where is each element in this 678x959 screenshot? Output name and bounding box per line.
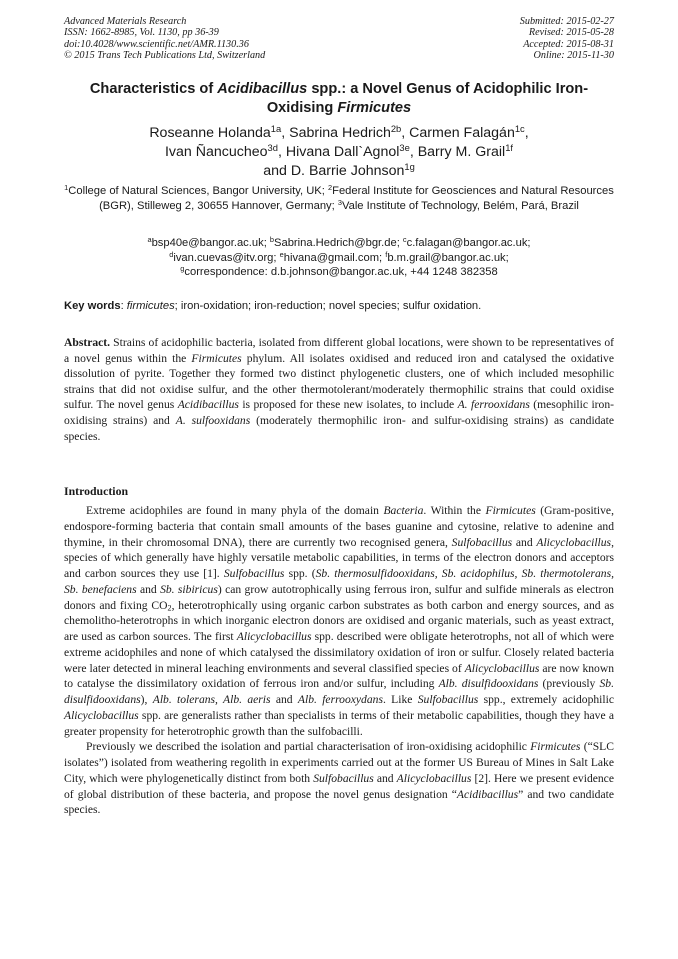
journal-copyright: © 2015 Trans Tech Publications Ltd, Switzerland bbox=[64, 50, 266, 62]
email-mark: d bbox=[169, 249, 174, 259]
abstract bbox=[64, 335, 614, 444]
abstract-text: Strains of acidophilic bacteria, isolated from different global locations, were shown to be representatives of a novel genus within the bbox=[64, 336, 614, 365]
body-italic: Alb. tolerans, Alb. aeris bbox=[152, 693, 271, 706]
body-text: and bbox=[270, 693, 298, 706]
email-mark: f bbox=[385, 249, 388, 259]
abstract-italic: A. sulfooxidans bbox=[175, 413, 251, 427]
email-d: ivan.cuevas@itv.org; bbox=[173, 251, 280, 264]
author-name: Hivana Dall`Agnol bbox=[285, 144, 400, 160]
body-italic: Alicyclobacillus bbox=[396, 771, 472, 785]
author-affil-mark: 3d bbox=[267, 142, 278, 153]
email-mark: c bbox=[402, 234, 407, 244]
email-correspondence: correspondence: d.b.johnson@bangor.ac.uk, +44 1248 382358 bbox=[184, 266, 498, 279]
body-text: spp. described were obligate heterotrophs, not all of which were extreme acidophiles and none of which catalysed the dissimilatory oxidation of iron or sulfur. Closely related bacteria were later detected in mineral leaching environments and several classified species of bbox=[64, 630, 614, 675]
body-text: are now known to catalyse the dissimilatory oxidation of ferrous iron and/or sulfur, including bbox=[64, 661, 614, 691]
author-affil-mark: 3e bbox=[399, 142, 410, 153]
keyword-firmicutes: firmicutes bbox=[126, 300, 175, 312]
journal-info bbox=[64, 16, 265, 62]
title-genus: Acidibacillus bbox=[217, 81, 308, 97]
email-mark: e bbox=[279, 249, 284, 259]
email-f: b.m.grail@bangor.ac.uk; bbox=[387, 251, 509, 264]
body-text: (Gram-positive, endospore-forming bacteria that contain small amounts of the bases guanine and cytosine, relative to adenine and thymine, in their chromosomal DNA), there are currently two recognised genera, bbox=[64, 504, 614, 549]
abstract-text: (mesophilic iron-oxidising strains) and bbox=[64, 398, 615, 427]
subscript: 2 bbox=[167, 603, 172, 613]
keywords-colon: : bbox=[120, 300, 127, 312]
paper-title bbox=[58, 80, 620, 118]
author-list bbox=[58, 124, 620, 181]
submitted-date: Submitted: 2015-02-27 bbox=[519, 16, 614, 27]
abstract-text: (moderately thermophilic iron- and sulfur-oxidising strains) as candidate species. bbox=[64, 413, 614, 443]
body-text: , heterotrophically using organic carbon substrates as both carbon and energy sources, and as chemolitho-heterotrophs in which inorganic electron donors are oxidised and organic materials, such as yeast extract, are used as carbon sources. The first bbox=[64, 598, 615, 643]
body-text: and bbox=[136, 582, 161, 596]
body-italic: Sb. sibiricus bbox=[160, 582, 218, 596]
title-text: spp.: a Novel Genus of Acidophilic Iron-Oxidising bbox=[266, 81, 589, 116]
email-mark: b bbox=[269, 234, 275, 244]
author-sep: , bbox=[409, 144, 418, 160]
keywords-rest: ; iron-oxidation; iron-reduction; novel species; sulfur oxidation. bbox=[174, 300, 482, 312]
author-affil-mark: 1a bbox=[270, 123, 282, 134]
author-affil-mark: 1f bbox=[505, 142, 514, 153]
body-text: ) can grow autotrophically using ferrous iron, sulfur and sulfide minerals as electron donors and fixing CO bbox=[64, 582, 614, 612]
keywords-label: Key words bbox=[64, 300, 121, 312]
author-affil-mark: 1c bbox=[514, 123, 525, 134]
abstract-text: is proposed for these new isolates, to include bbox=[238, 398, 458, 412]
journal-issn: ISSN: 1662-8985, Vol. 1130, pp 36-39 bbox=[64, 27, 219, 39]
journal-name: Advanced Materials Research bbox=[64, 16, 187, 27]
affiliation-3: Vale Institute of Technology, Belém, Pará, Brazil bbox=[341, 200, 579, 213]
body-text: spp. are generalists rather than specialists in terms of their metabolic capabilities, though they have a greater propensity for heterotrophic growth than the sulfobacilli. bbox=[64, 708, 614, 738]
keywords bbox=[64, 299, 614, 313]
email-mark: a bbox=[147, 234, 152, 244]
body-italic: Sb. thermosulfidooxidans, Sb. acidophilus, Sb. thermotolerans, Sb. benefaciens bbox=[64, 567, 614, 596]
body-italic: Firmicutes bbox=[485, 504, 536, 517]
email-c: c.falagan@bangor.ac.uk; bbox=[406, 237, 531, 249]
body-text: . Like bbox=[382, 693, 418, 706]
body-italic: Acidibacillus bbox=[456, 787, 519, 801]
email-a: bsp40e@bangor.ac.uk; bbox=[151, 237, 270, 249]
body-italic: Sulfobacillus bbox=[417, 693, 479, 706]
section-heading: Introduction bbox=[64, 484, 129, 498]
author-sep: , bbox=[524, 125, 529, 141]
body-italic: Alb. disulfidooxidans bbox=[438, 677, 539, 691]
abstract-text: phylum. All isolates oxidised and reduced iron and catalysed the oxidative dissolution of pyrite. Together they formed two distinct phylogenetic clusters, one of which included mesophilic strains that did not oxidise sulfur, and the other thermotolerant/moderately thermophilic strains that could oxidise sulfur. The novel genus bbox=[64, 351, 614, 412]
paragraph bbox=[64, 503, 614, 739]
body-text: and bbox=[512, 535, 537, 549]
body-italic: Firmicutes bbox=[530, 740, 581, 754]
affiliation-2: Federal Institute for Geosciences and Natural Resources (BGR), Stilleweg 2, 30655 Hannover, Germany; bbox=[99, 185, 614, 213]
body-text: Extreme acidophiles are found in many phyla of the domain bbox=[86, 504, 384, 517]
author-name: Barry M. Grail bbox=[417, 144, 506, 160]
body-text: Previously we described the isolation and partial characterisation of iron-oxidising acidophilic bbox=[86, 740, 531, 754]
body-italic: Bacteria bbox=[383, 504, 424, 517]
paragraph bbox=[64, 739, 614, 818]
abstract-italic: A. ferrooxidans bbox=[457, 398, 530, 412]
email-mark: g bbox=[180, 264, 185, 274]
author-name: Roseanne Holanda bbox=[149, 125, 271, 141]
body-italic: Alicyclobacillus bbox=[536, 535, 612, 549]
body-italic: Alicyclobacillus bbox=[236, 630, 312, 643]
abstract-italic: Firmicutes bbox=[191, 351, 242, 365]
author-affil-mark: 1g bbox=[404, 161, 415, 172]
body-text: ), bbox=[140, 693, 153, 706]
affil-mark: 2 bbox=[328, 182, 333, 192]
body-text: spp., extremely acidophilic bbox=[478, 693, 614, 706]
body-text: , species of which generally have highly versatile metabolic capabilities, in terms of the electron donors and acceptors and carbon sources they use [1]. bbox=[64, 535, 614, 580]
body-text: spp. ( bbox=[284, 567, 316, 580]
body-text: [2]. Here we present evidence of global distribution of these bacteria, and propose the novel genus designation “ bbox=[64, 771, 614, 801]
body-italic: Sb. disulfidooxidans bbox=[64, 677, 614, 706]
author-affil-mark: 2b bbox=[390, 123, 402, 134]
email-list bbox=[58, 236, 620, 280]
body-text: (previously bbox=[538, 677, 600, 691]
email-b: Sabrina.Hedrich@bgr.de; bbox=[274, 237, 403, 249]
accepted-date: Accepted: 2015-08-31 bbox=[523, 38, 614, 50]
author-and: and bbox=[263, 163, 291, 179]
introduction-body bbox=[64, 503, 614, 818]
author-sep: , bbox=[277, 144, 286, 160]
affil-mark: 3 bbox=[337, 198, 342, 208]
author-name: Ivan Ñancucheo bbox=[164, 144, 268, 160]
body-italic: Sulfobacillus bbox=[223, 567, 285, 580]
body-text: and bbox=[373, 771, 397, 785]
publication-dates bbox=[520, 16, 614, 62]
online-date: Online: 2015-11-30 bbox=[533, 50, 614, 62]
author-sep: , bbox=[401, 125, 410, 141]
body-text: ” and two candidate species. bbox=[64, 787, 614, 817]
author-name: Sabrina Hedrich bbox=[289, 125, 391, 141]
author-sep: , bbox=[281, 125, 290, 141]
affiliations bbox=[58, 184, 620, 215]
title-phylum: Firmicutes bbox=[337, 100, 412, 116]
author-name: Carmen Falagán bbox=[409, 125, 515, 141]
abstract-label: Abstract. bbox=[64, 336, 111, 349]
email-e: hivana@gmail.com; bbox=[283, 251, 386, 264]
affil-mark: 1 bbox=[64, 182, 69, 192]
title-text: Characteristics of bbox=[89, 81, 218, 97]
body-italic: Alb. ferrooxydans bbox=[297, 693, 383, 706]
body-italic: Sulfobacillus bbox=[313, 771, 374, 785]
body-italic: Alicyclobacillus bbox=[64, 708, 139, 722]
affiliation-1: College of Natural Sciences, Bangor University, UK; bbox=[68, 185, 328, 197]
body-text: . Within the bbox=[423, 504, 486, 517]
body-italic: Sulfobacillus bbox=[451, 535, 513, 549]
abstract-italic: Acidibacillus bbox=[177, 398, 239, 412]
journal-doi: doi:10.4028/www.scientific.net/AMR.1130.36 bbox=[64, 38, 249, 50]
revised-date: Revised: 2015-05-28 bbox=[528, 27, 614, 39]
body-text: (“SLC isolates”) isolated from weathering regolith in experiments carried out at the former US Bureau of Mines in Salt Lake City, which were phylogenetically distinct from both bbox=[64, 740, 614, 785]
author-name: D. Barrie Johnson bbox=[290, 163, 405, 179]
body-italic: Alicyclobacillus bbox=[464, 661, 540, 675]
